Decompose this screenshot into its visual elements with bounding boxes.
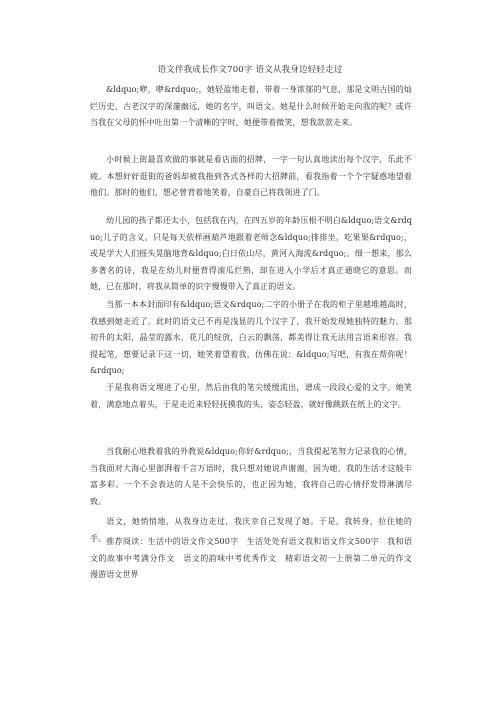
paragraph-7 (90, 514, 412, 543)
recommended-reading-text: 推荐阅读：生活中的语文作文500字 生活处处有语文我和语文作文500字 我和语文的故事中考满分作文 语文的韵味中考优秀作文 精彩语文初一上册第二单元的作文 漫游语文世界 (90, 537, 421, 579)
paragraph-6 (90, 444, 412, 506)
paragraph-6-text: 当我耐心地教着我的外教说&ldquo;你好&rdquo;，当我提起笔努力记录我的心情，当我面对大海心里澎湃着千言万语时，我只想对她说声谢谢，因为她，我的生活才这般丰富多彩。一个不会表达的人是不会快乐的，也正因为她，我将自己的心情抒发得淋漓尽致。 (90, 447, 412, 506)
paragraph-1-text: &ldquo;咿，咿&rdquo;，她轻盈地走着，带着一身浓郁的气息，那是文明古国的灿烂历史，古老汉字的深邃幽远，她的名字，叫语文。她是什么时候开始走向我的呢？或许当我在父母的怀中吐出第一个清晰的字时，她便带着微笑，想我款款走来。 (90, 85, 412, 127)
paragraph-3-text: 幼儿园的孩子都还太小，包括我在内，在四五岁的年龄压根不明白&ldquo;语文&rdquo;儿子的含义。只是每天依样画葫芦地跟着老师念&ldquo;排排坐，吃果果&rdquo;，或是学大人们摇头晃脑地背&ldquo;白日依山尽，黄河入海流&rdquo;。细一想来，那么多著名的诗，我是在幼儿时便背得滚瓜烂熟，却在进入小学后才真正通晓它的意思。而她，已在那时，将我从简单的识字慢慢带入了真正的语文。 (90, 216, 412, 291)
paragraph-2 (90, 152, 412, 204)
document-title: 语文伴我成长作文700字 语文从我身边轻轻走过 (157, 65, 343, 75)
paragraph-4-text: 当那一本本封面印有&ldquo;语文&rdquo;二字的小册子在我的柜子里越堆越高时，我感到她走近了。此时的语文已不再是浅显的几个汉字了，我开始发现她独特的魅力。那初升的太阳，晶莹的露水，花儿的绽放，白云的飘荡，都美得让我无法用言语来形容。我提起笔，想要记录下这一切，她笑着望着我，仿佛在说：&ldquo;写吧，有我在帮你呢！&rdquo; (90, 300, 412, 375)
paragraph-5 (90, 380, 412, 432)
paragraph-7-text: 语文，她悄悄地，从我身边走过，我庆幸自己发现了她。于是，我转身，拉住她的手。 (90, 517, 412, 543)
paragraph-1 (90, 82, 412, 134)
paragraph-3 (90, 213, 412, 291)
recommended-reading (90, 534, 421, 584)
paragraph-2-text: 小时候上街最喜欢做的事就是看店面的招牌，一字一句认真地读出每个汉字，乐此不疲。本想好好逛街的爸妈却被我拖到各式各样的大招牌前，看我指着一个个字疑惑地望着他们。那时的他们，想必曾背着地笑着，自豪自己将我领进了门。 (90, 155, 412, 197)
paragraph-5-text: 于是我将语文埋进了心里，然后由我的笔尖缓缓流出，谱成一段段心爱的文字。她笑着，满意地点着头，于是走近来轻轻抚摸我的头，姿态轻盈，就好像跳跃在纸上的文字。 (90, 383, 412, 409)
paragraph-4 (90, 297, 412, 375)
